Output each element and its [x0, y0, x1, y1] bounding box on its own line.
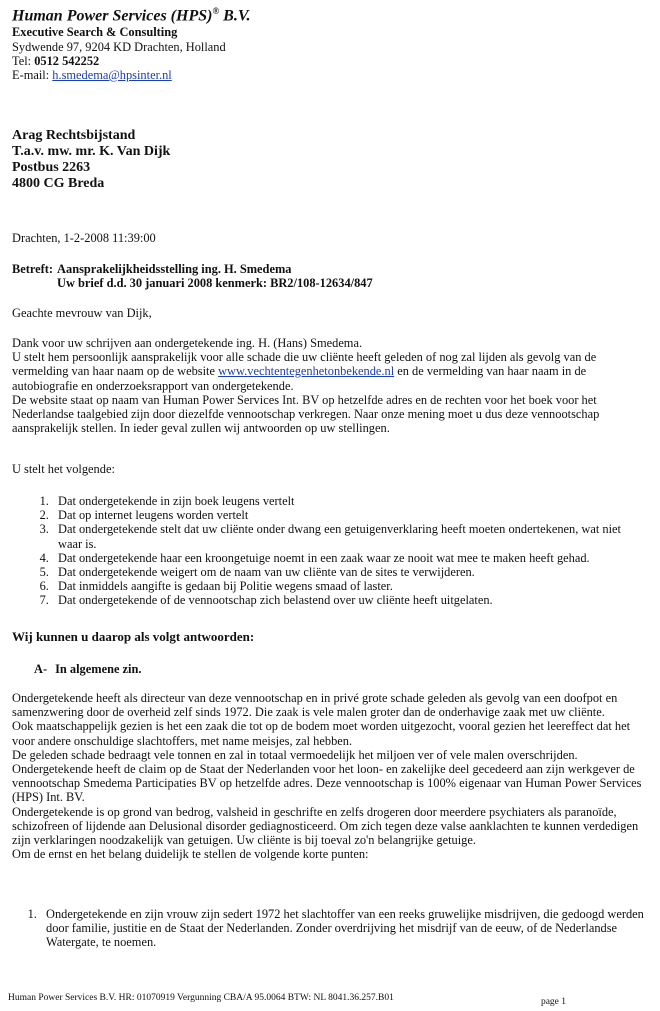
- body-text: [12, 691, 648, 861]
- intro-paragraph-1: Dank voor uw schrijven aan ondergetekende ing. H. (Hans) Smedema.: [12, 336, 363, 350]
- page-number: page 1: [540, 997, 566, 1007]
- body-paragraph: Ook maatschappelijk gezien is het een zaak die tot op de bodem moet worden uitgezocht, vooral gezien het leereffect dat het voor andere onschuldige slachtoffers, met name meisjes, zal hebben.: [12, 719, 631, 748]
- intro-paragraph-3: De website staat op naam van Human Power Services Int. BV op hetzelfde adres en de rechten voor het boek voor het Nederlandse taalgebied zijn door diezelfde vennootschap verkregen. Naar onze mening moet u dus deze vennootschap aansprakelijk stellen. In ieder geval zullen wij antwoorden op uw stellingen.: [12, 392, 600, 436]
- body-paragraph: Om de ernst en het belang duidelijk te stellen de volgende korte punten:: [12, 847, 369, 862]
- footer: Human Power Services B.V. HR: 01070919 Vergunning CBA/A 95.0064 BTW: NL 8041.36.257.B01: [8, 993, 394, 1003]
- list-item: 2. Dat op internet leugens worden vertelt: [52, 508, 648, 522]
- list-item: 6. Dat inmiddels aangifte is gedaan bij Politie wegens smaad of laster.: [52, 579, 648, 593]
- body-paragraph: Ondergetekende is op grond van bedrog, valsheid in geschrifte en zelfs drogeren door meerdere psychiaters als paranoïde, schizofreen of lijdende aan Delusional disorder gediagnosticeerd. Om zich tegen deze valse aanklachten te kunnen verdedigen zijn verklaringen noodzakelijk van getuigen. Uw cliënte is bij toeval zo'n belangrijke getuige.: [12, 804, 639, 848]
- email-link[interactable]: h.smedema@hpsinter.nl: [52, 67, 172, 82]
- company-tagline: Executive Search & Consulting: [12, 25, 178, 40]
- subject-line-1: Aansprakelijkheidsstelling ing. H. Smedema: [57, 262, 292, 276]
- intro-paragraph-2: U stelt hem persoonlijk aansprakelijk voor alle schade die uw cliënte heeft geleden of nog zal lijden als gevolg van de vermelding van haar naam op de website www.vechtentegenhetonbekende.nl en de vermelding van haar naam in de autobiografie en onderzoeksrapport van ondergetekende.: [12, 350, 597, 393]
- date-line: Drachten, 1-2-2008 11:39:00: [12, 231, 156, 245]
- subject: [12, 262, 648, 290]
- company-address: Sydwende 97, 9204 KD Drachten, Holland: [12, 39, 226, 54]
- list-item: 4. Dat ondergetekende haar een kroongetuige noemt in een zaak waar ze nooit wat mee te maken heeft gehad.: [52, 551, 648, 565]
- company-phone: Tel: 0512 542252: [12, 53, 100, 68]
- body-paragraph: De geleden schade bedraagt vele tonnen en zal in totaal vermoedelijk het miljoen ver of vele malen overschrijden.: [12, 747, 578, 762]
- points-list: [12, 907, 648, 950]
- company-name: Human Power Services (HPS)® B.V.: [12, 6, 251, 25]
- website-link[interactable]: www.vechtentegenhetonbekende.nl: [218, 364, 395, 379]
- body-paragraph: Ondergetekende heeft de claim op de Staat der Nederlanden voor het loon- en zakelijke deel gecedeerd aan zijn werkgever de vennootschap Smedema Participaties BV op hetzelfde adres. Deze vennootschap is 100% eigenaar van Human Power Services (HPS) Int. BV.: [12, 762, 642, 805]
- claims-intro: U stelt het volgende:: [12, 462, 115, 476]
- recipient-address: Arag Rechtsbijstand T.a.v. mw. mr. K. Van Dijk Postbus 2263 4800 CG Breda: [12, 128, 171, 191]
- registered-mark: ®: [212, 6, 220, 16]
- claims-list: [12, 494, 648, 608]
- salutation: Geachte mevrouw van Dijk,: [12, 306, 152, 320]
- list-item: 1. Dat ondergetekende in zijn boek leugens vertelt: [52, 494, 648, 508]
- letterhead: [12, 2, 648, 82]
- body-paragraph: Ondergetekende heeft als directeur van deze vennootschap en in privé grote schade geleden als gevolg van een doofpot en samenzwering door de overheid zelf sinds 1972. Die zaak is vele malen groter dan de onderhavige zaak met uw cliënte.: [12, 691, 618, 720]
- list-item: 1. Ondergetekende en zijn vrouw zijn sedert 1972 het slachtoffer van een reeks gruwelijke misdrijven, die gedoogd werden door familie, justitie en de Staat der Nederlanden. Zonder overdrijving het misdrijf van de eeuw, of de Nederlandse Watergate, te noemen.: [40, 907, 648, 950]
- intro: [12, 336, 648, 435]
- answer-heading: Wij kunnen u daarop als volgt antwoorden:: [12, 629, 255, 644]
- list-item: 5. Dat ondergetekende weigert om de naam van uw cliënte van de sites te verwijderen.: [52, 565, 648, 579]
- company-email: E-mail: h.smedema@hpsinter.nl: [12, 67, 172, 82]
- subject-label: Betreft:: [12, 262, 54, 276]
- list-item: 7. Dat ondergetekende of de vennootschap zich belastend over uw cliënte heeft uitgelaten.: [52, 593, 648, 607]
- section-a-heading: A- In algemene zin.: [34, 662, 142, 676]
- list-item: 3. Dat ondergetekende stelt dat uw cliënte onder dwang een getuigenverklaring heeft moeten ondertekenen, wat niet waar is.: [52, 522, 648, 550]
- subject-line-2: Uw brief d.d. 30 januari 2008 kenmerk: BR2/108-12634/847: [57, 276, 373, 291]
